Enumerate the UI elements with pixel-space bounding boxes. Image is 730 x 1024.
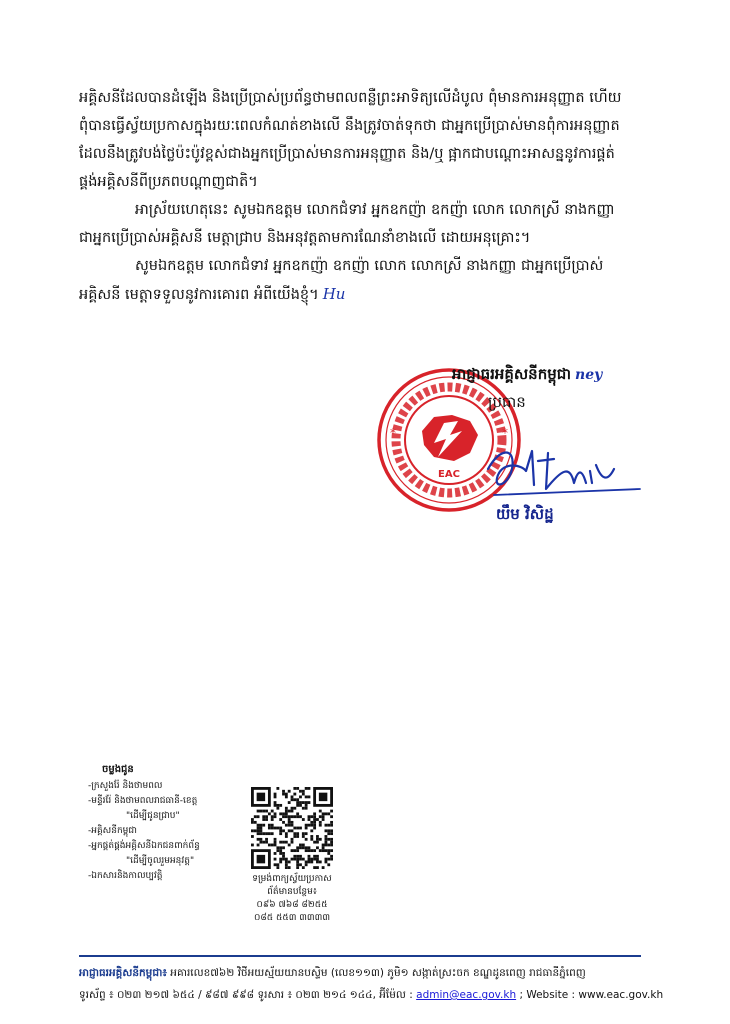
text-line: អគ្គិសនីដែលបានដំឡើង និងប្រើប្រាស់ប្រព័ន្ធថាមពលពន្លឺព្រះអាទិត្យលើដំបូល ពុំមានការអនុញ្ញាត ហើយ	[79, 90, 622, 106]
svg-text:*: *	[502, 426, 508, 440]
text-line: ផ្គង់អគ្គិសនីពីប្រភពបណ្តាញជាតិ។	[79, 174, 258, 190]
paragraph-1	[79, 84, 664, 196]
footer-address-line	[79, 962, 649, 984]
cc-item: -ក្រសួងរ៉ែ និងថាមពល	[88, 781, 163, 791]
footer-organization: អាជ្ញាធរអគ្គិសនីកម្ពុជា៖	[79, 967, 167, 979]
handwritten-initial: ney	[575, 367, 603, 383]
footer	[79, 962, 664, 1006]
cc-item: -ឯកសារនិងកាលប្បវត្តិ	[88, 871, 163, 881]
text-line: សូមឯកឧត្តម លោកជំទាវ អ្នកឧកញ៉ា ឧកញ៉ា លោក លោកស្រី នាងកញ្ញា ជាអ្នកប្រើប្រាស់	[135, 258, 604, 274]
cc-item: -អគ្គិសនីកម្ពុជា	[88, 826, 137, 836]
footer-phone-fax: ទូរស័ព្ទ ៖ ០២៣ ២១៧ ៦៥៤ / ៩៨៧ ៩៩៨ ទូរសារ ៖ ០២៣ ២១៤ ១៤៤, អ៊ីម៉ែល :	[79, 989, 417, 1001]
text-line-content: អគ្គិសនី មេត្តាទទួលនូវការគោរព អំពីយើងខ្ញុំ។	[79, 287, 319, 303]
cc-item-note: "ដើម្បីចូលរួមអនុវត្ត"	[126, 856, 195, 866]
text-line: អាស្រ័យហេតុនេះ សូមឯកឧត្តម លោកជំទាវ អ្នកឧកញ៉ា ឧកញ៉ា លោក លោកស្រី នាងកញ្ញា	[135, 202, 615, 218]
handwritten-signature	[482, 439, 642, 509]
website-label: ; Website :	[516, 989, 579, 1001]
stamp-center-text: EAC	[438, 469, 460, 480]
website-link[interactable]: www.eac.gov.kh	[578, 989, 664, 1001]
cc-list	[88, 762, 228, 884]
letter-body	[79, 84, 664, 309]
cc-item-note: "ដើម្បីជូនជ្រាប"	[126, 811, 180, 821]
qr-caption-info: ព័ត៌មានបន្ថែម៖	[267, 887, 317, 897]
text-line: ជាអ្នកប្រើប្រាស់អគ្គិសនី មេត្តាជ្រាប និងអនុវត្តតាមការណែនាំខាងលើ ដោយអនុគ្រោះ។	[79, 230, 531, 246]
qr-code-icon[interactable]	[251, 787, 333, 869]
qr-caption: ទម្រង់ពាក្យស្វ័យប្រកាស	[252, 874, 332, 884]
footer-address: អគារលេខ៧៦២ វិថីអយស្ម័យយានបស្ទិម (លេខ១១៣) ភូមិ១ សង្កាត់ស្រះចក ខណ្ឌដូនពេញ រាជធានីភ្នំពេញ	[166, 967, 586, 979]
cc-title: ចម្លងជូន	[102, 764, 134, 775]
position-title: ប្រធាន	[488, 393, 526, 411]
text-line	[79, 280, 664, 309]
paragraph-3	[79, 252, 664, 309]
text-line: ដែលនឹងត្រូវបង់ថ្លៃប៉ះប៉ូវខ្ពស់ជាងអ្នកប្រើប្រាស់មានការអនុញ្ញាត និង/ឬ ផ្អាកជាបណ្តោះអាសន្ននូវការផ្គត់	[79, 146, 615, 162]
handwritten-initials: Hu	[322, 285, 346, 303]
paragraph-2	[79, 196, 664, 252]
cc-item: -មន្ទីររ៉ែ និងថាមពលរាជធានី-ខេត្ត	[88, 796, 198, 806]
footer-divider	[79, 955, 641, 957]
signer-name: យឹម វិសិដ្ឋ	[496, 505, 554, 523]
cc-item: -អ្នកផ្គត់ផ្គង់អគ្គិសនីឯកជនពាក់ព័ន្ធ	[88, 841, 200, 851]
phone-number: ០៨៥ ៥៥៣ ៣៣៣៣	[253, 913, 331, 923]
text-line: ពុំបានធ្វើស្វ័យប្រកាសក្នុងរយៈពេលកំណត់ខាងលើ នឹងត្រូវចាត់ទុកថា ជាអ្នកប្រើប្រាស់មានពុំការអនុញ្ញាត	[79, 118, 620, 134]
email-link[interactable]: admin@eac.gov.kh	[416, 989, 517, 1001]
qr-section	[222, 787, 362, 925]
organization-name: អាជ្ញាធរអគ្គិសនីកម្ពុជា	[452, 365, 572, 383]
phone-number: ០៩៦ ៧៦៨ ៨២៥៥	[256, 900, 328, 910]
signature-block	[364, 355, 664, 535]
footer-contact-line	[79, 984, 664, 1006]
organization-line	[452, 365, 602, 387]
svg-text:*: *	[390, 426, 396, 440]
